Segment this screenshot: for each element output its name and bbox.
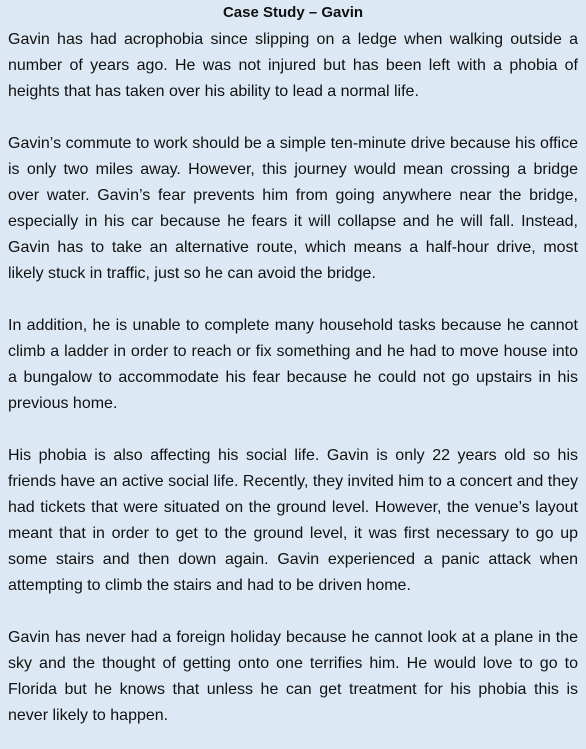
document-title: Case Study – Gavin bbox=[222, 4, 364, 21]
paragraph-origin: Gavin has had acrophobia since slipping on a ledge when walking outside a number of years ago. He was not injured but has been left with a phobia of heights that has taken over his ability to lead a normal life. bbox=[8, 31, 578, 100]
document-body bbox=[8, 27, 578, 729]
paragraph-social-life: His phobia is also affecting his social life. Gavin is only 22 years old so his friends have an active social life. Recently, they invited him to a concert and they had tickets that were situated on the ground level. However, the venue’s layout meant that in order to get to the ground level, it was first necessary to go up some stairs and then down again. Gavin experienced a panic attack when attempting to climb the stairs and had to be driven home. bbox=[8, 447, 578, 594]
paragraph-commute: Gavin’s commute to work should be a simple ten-minute drive because his office is only two miles away. However, this journey would mean crossing a bridge over water. Gavin’s fear prevents him from going anywhere near the bridge, especially in his car because he fears it will collapse and he will fall. Instead, Gavin has to take an alternative route, which means a half-hour drive, most likely stuck in traffic, just so he can avoid the bridge. bbox=[8, 135, 578, 282]
paragraph-household: In addition, he is unable to complete many household tasks because he cannot climb a ladder in order to reach or fix something and he had to move house into a bungalow to accommodate his fear because he could not go upstairs in his previous home. bbox=[8, 317, 578, 412]
paragraph-holiday: Gavin has never had a foreign holiday because he cannot look at a plane in the sky and the thought of getting onto one terrifies him. He would love to go to Florida but he knows that unless he can get treatment for his phobia this is never likely to happen. bbox=[8, 629, 578, 724]
